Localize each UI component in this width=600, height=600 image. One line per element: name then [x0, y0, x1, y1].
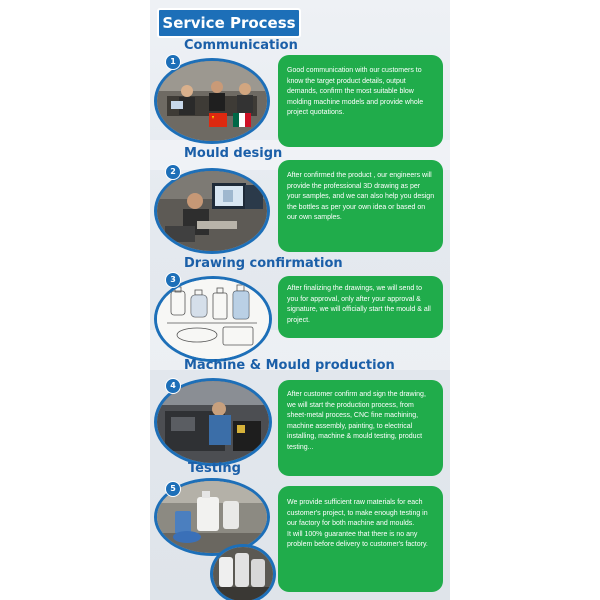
step-1-title: Communication — [184, 38, 298, 53]
step-4-title: Machine & Mould production — [184, 358, 395, 373]
step-3-title: Drawing confirmation — [184, 256, 343, 271]
step-2-number-badge: 2 — [165, 164, 181, 180]
sample-bottles-photo — [210, 544, 276, 600]
step-1-description: Good communication with our customers to know the target product details, output demands, confirm the most suitable blow molding machine models and provide whole project quotations. — [278, 55, 443, 147]
step-2-description: After confirmed the product , our engineers will provide the professional 3D drawing as per your samples, and we can also help you design the bottles as per your own idea or based on our own samples. — [278, 160, 443, 252]
step-3-number-badge: 3 — [165, 272, 181, 288]
service-process-panel — [150, 0, 450, 600]
engineer-design-photo — [154, 168, 270, 254]
step-5-description: We provide sufficient raw materials for each customer's project, to make enough testing in our factory for both machine and moulds. It will 100% guarantee that there is no any problem before delivery to customer's factory. — [278, 486, 443, 592]
step-3-description: After finalizing the drawings, we will send to you for approval, only after your approval & signature, we will officially start the mould & all project. — [278, 276, 443, 338]
step-4-description: After customer confirm and sign the drawing, we will start the production process, from sheet-metal process, CNC fine machining, machine assembly, painting, to electrical installing, machine & mould testing, product testing... — [278, 380, 443, 476]
step-1-number-badge: 1 — [165, 54, 181, 70]
step-4-number-badge: 4 — [165, 378, 181, 394]
page-title: Service Process — [157, 8, 301, 38]
step-5-number-badge: 5 — [165, 481, 181, 497]
meeting-photo — [154, 58, 270, 144]
step-2-title: Mould design — [184, 146, 283, 161]
step-5-title: Testing — [188, 461, 241, 476]
bottle-drawing-photo — [154, 276, 272, 362]
